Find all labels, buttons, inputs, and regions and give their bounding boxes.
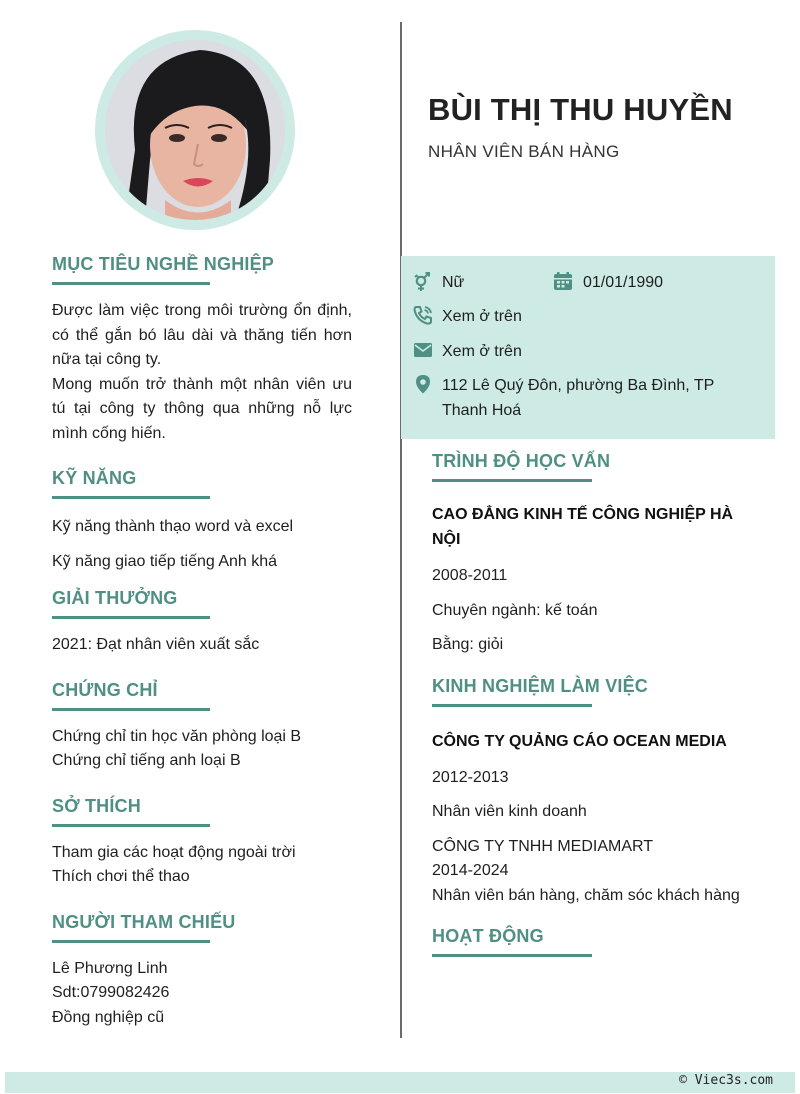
gender-value: Nữ xyxy=(442,274,465,291)
company-name: CÔNG TY TNHH MEDIAMART xyxy=(432,837,654,855)
education-major: Chuyên ngành: kế toán xyxy=(432,601,598,619)
location-icon xyxy=(413,374,433,394)
calendar-icon xyxy=(553,271,573,291)
section-underline xyxy=(52,496,210,499)
activities-section xyxy=(432,926,742,957)
section-underline xyxy=(52,708,210,711)
awards-title: GIẢI THƯỞNG xyxy=(52,588,178,608)
experience-section xyxy=(432,676,742,909)
skills-section xyxy=(52,468,352,574)
section-underline xyxy=(432,954,592,957)
job-years: 2012-2013 xyxy=(432,768,509,786)
references-section xyxy=(52,912,352,1031)
education-degree: Bằng: giỏi xyxy=(432,636,504,653)
reference-item: Lê Phương Linh xyxy=(52,959,168,977)
school-name: CAO ĐẲNG KINH TẾ CÔNG NGHIỆP HÀ NỘI xyxy=(432,506,734,548)
reference-item: Đồng nghiệp cũ xyxy=(52,1008,165,1026)
section-underline xyxy=(52,824,210,827)
gender-icon xyxy=(413,272,433,292)
candidate-role: NHÂN VIÊN BÁN HÀNG xyxy=(428,142,620,161)
skills-title: KỸ NĂNG xyxy=(52,468,137,488)
left-column xyxy=(52,254,352,1044)
candidate-name: BÙI THỊ THU HUYỀN xyxy=(428,92,733,127)
certificates-title: CHỨNG CHỈ xyxy=(52,679,158,700)
address-line-1: 112 Lê Quý Đôn, phường Ba Đình, TP xyxy=(442,377,715,394)
activities-title: HOẠT ĐỘNG xyxy=(432,926,544,946)
section-underline xyxy=(52,616,210,619)
awards-section xyxy=(52,588,352,658)
skill-item: Kỹ năng thành thạo word và excel xyxy=(52,518,294,535)
job-position: Nhân viên bán hàng, chăm sóc khách hàng xyxy=(432,886,740,904)
email-icon xyxy=(413,340,433,360)
profile-photo xyxy=(105,40,285,220)
education-section xyxy=(432,451,742,658)
hobbies-title: SỞ THÍCH xyxy=(52,795,141,816)
certificates-section xyxy=(52,680,352,774)
objective-section xyxy=(52,254,352,446)
education-years: 2008-2011 xyxy=(432,567,508,584)
objective-title: MỤC TIÊU NGHỀ NGHIỆP xyxy=(52,254,275,274)
job-position: Nhân viên kinh doanh xyxy=(432,803,587,820)
references-title: NGƯỜI THAM CHIẾU xyxy=(52,911,236,932)
section-underline xyxy=(52,282,210,285)
section-underline xyxy=(52,940,210,943)
skill-item: Kỹ năng giao tiếp tiếng Anh khá xyxy=(52,552,278,570)
certificate-item: Chứng chỉ tin học văn phòng loại B xyxy=(52,727,302,745)
email-value: Xem ở trên xyxy=(442,343,522,360)
reference-item: Sdt:0799082426 xyxy=(52,984,170,1001)
certificate-item: Chứng chỉ tiếng anh loại B xyxy=(52,752,241,769)
section-underline xyxy=(432,704,592,707)
contact-panel xyxy=(401,256,775,439)
section-underline xyxy=(432,479,592,482)
hobbies-section xyxy=(52,796,352,890)
job-years: 2014-2024 xyxy=(432,862,509,879)
company-name: CÔNG TY QUẢNG CÁO OCEAN MEDIA xyxy=(432,732,727,750)
footer-credit: © Viec3s.com xyxy=(679,1073,773,1088)
hobby-item: Thích chơi thể thao xyxy=(52,868,190,885)
phone-value: Xem ở trên xyxy=(442,308,522,325)
award-item: 2021: Đạt nhân viên xuất sắc xyxy=(52,636,260,653)
objective-text-1: Được làm việc trong môi trường ổn định, có thể gắn bó lâu dài và thăng tiến hơn nữa tại công ty. xyxy=(52,302,352,368)
phone-icon xyxy=(413,305,433,325)
column-divider xyxy=(400,22,402,1038)
footer-bar xyxy=(5,1072,795,1093)
hobby-item: Tham gia các hoạt động ngoài trời xyxy=(52,843,296,861)
education-title: TRÌNH ĐỘ HỌC VẤN xyxy=(432,451,611,471)
objective-text-2: Mong muốn trở thành một nhân viên ưu tú tại công ty thông qua những nỗ lực mình cống hiến. xyxy=(52,375,352,442)
experience-title: KINH NGHIỆM LÀM VIỆC xyxy=(432,675,649,696)
right-column xyxy=(432,451,742,957)
avatar xyxy=(95,30,295,230)
address-line-2: Thanh Hoá xyxy=(442,402,522,419)
birthday-value: 01/01/1990 xyxy=(583,274,664,291)
